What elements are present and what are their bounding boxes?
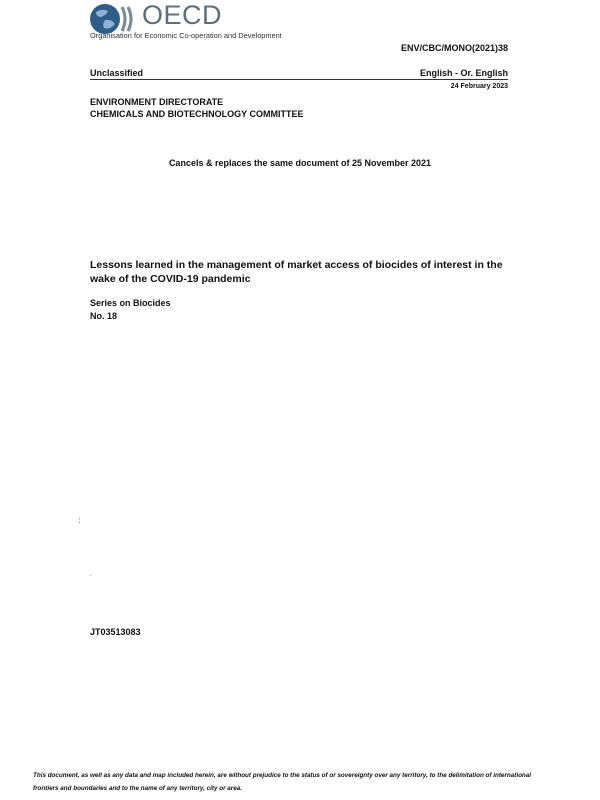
series-number: No. 18 xyxy=(90,311,118,321)
directorate-block xyxy=(90,96,304,120)
header-rule xyxy=(90,79,508,80)
series-block xyxy=(90,297,171,323)
disclaimer-text: This document, as well as any data and map included herein, are without prejudice to the status of or sovereignty over any territory, to the delimitation of international frontiers and boundaries and to the name of any territory, city or area. xyxy=(33,772,532,792)
directorate-name: ENVIRONMENT DIRECTORATE xyxy=(90,97,224,107)
document-title: Lessons learned in the management of market access of biocides of interest in the wake of the COVID-19 pandemic xyxy=(90,259,503,285)
document-date: 24 February 2023 xyxy=(450,83,508,90)
oecd-wordmark: OECD xyxy=(142,0,223,30)
language-label: English - Or. English xyxy=(419,68,508,78)
stray-dot: . xyxy=(90,572,92,578)
organisation-name: Organisation for Economic Co-operation and Development xyxy=(90,31,282,40)
jt-code: JT03513083 xyxy=(90,627,141,637)
committee-name: CHEMICALS AND BIOTECHNOLOGY COMMITTEE xyxy=(90,109,304,119)
stray-mark: ¦ xyxy=(79,518,81,524)
cancels-note: Cancels & replaces the same document of 25 November 2021 xyxy=(168,158,432,168)
series-name: Series on Biocides xyxy=(90,298,171,308)
classification-label: Unclassified xyxy=(90,68,144,78)
document-code: ENV/CBC/MONO(2021)38 xyxy=(400,43,508,53)
